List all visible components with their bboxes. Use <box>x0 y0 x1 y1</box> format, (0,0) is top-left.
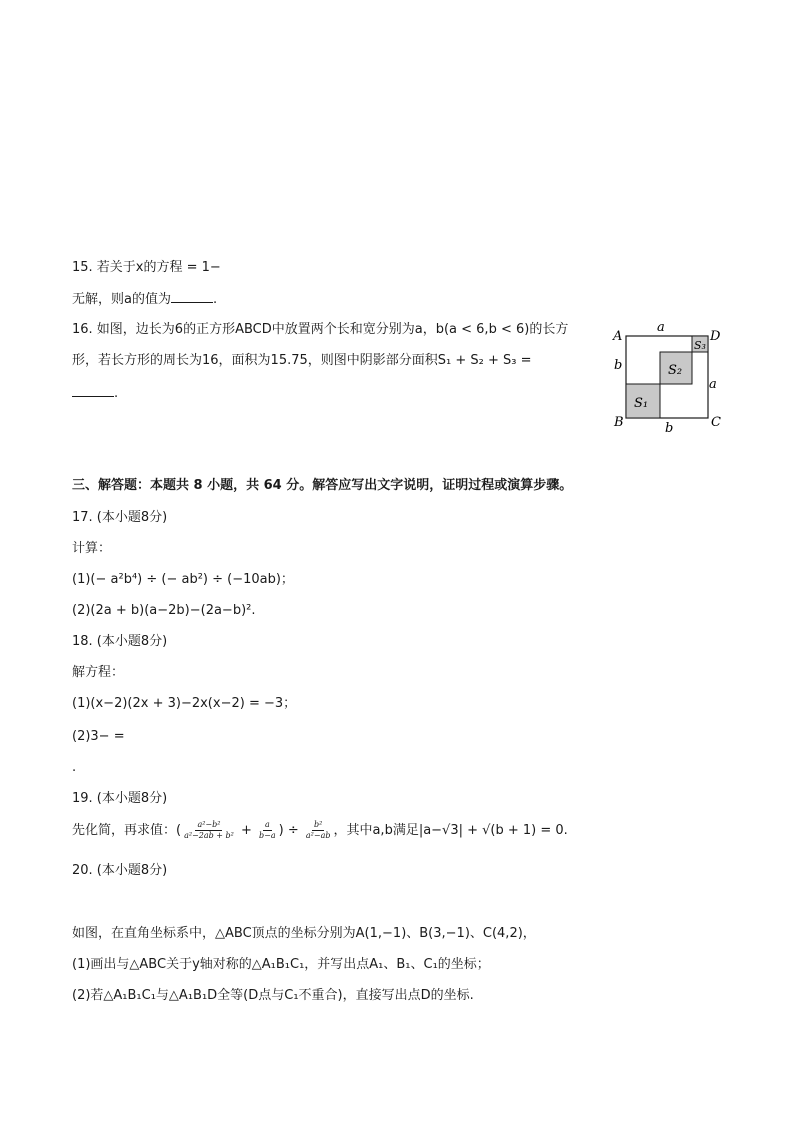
q17-part2: (2)(2a + b)(a−2b)−(2a−b)². <box>72 603 256 618</box>
label-C: C <box>711 415 721 430</box>
q17-part1: (1)(− a²b⁴) ÷ (− ab²) ÷ (−10ab)； <box>72 572 294 587</box>
label-a-right: a <box>709 377 717 392</box>
fraction-2: $\frac{a}{b-a}$ <box>259 820 276 840</box>
q20-header: 20. (本小题8分) <box>72 863 168 878</box>
q18-header: 18. (本小题8分) <box>72 634 168 649</box>
square-figure <box>608 318 728 434</box>
q20-line2: (1)画出与△ABC关于y轴对称的△A₁B₁C₁，并写出点A₁、B₁、C₁的坐标； <box>72 957 490 972</box>
label-A: A <box>613 329 623 344</box>
q18-part3: . <box>72 760 77 775</box>
answer-blank <box>171 290 213 303</box>
q18-part1: (1)(x−2)(2x + 3)−2x(x−2) = −3； <box>72 696 297 711</box>
label-a-top: a <box>657 320 665 335</box>
label-b-bottom: b <box>665 421 674 434</box>
q18-intro: 解方程： <box>72 665 125 680</box>
q15-line1: 15. 若关于x的方程 = 1− <box>72 260 221 275</box>
q18-part2: (2)3− = <box>72 729 125 744</box>
section-title: 三、解答题：本题共 8 小题，共 64 分。解答应写出文字说明，证明过程或演算步骤。 <box>72 478 573 493</box>
q17-header: 17. (本小题8分) <box>72 510 168 525</box>
fraction-1: $\frac{\text{a²−b²}}{\text{a²−2ab + b²}}$ <box>184 820 234 840</box>
q20-line1: 如图，在直角坐标系中，△ABC顶点的坐标分别为A(1,−1)、B(3,−1)、C(4,2)， <box>72 926 536 941</box>
answer-blank <box>72 384 114 397</box>
q16-line2: 形，若长方形的周长为16，面积为15.75，则图中阴影部分面积S₁ + S₂ + S₃ = <box>72 353 532 368</box>
q16-line1: 16. 如图，边长为6的正方形ABCD中放置两个长和宽分别为a，b(a < 6,b < 6)的长方 <box>72 322 569 337</box>
fraction-3: $\frac{\text{b²}}{\text{a²−ab}}$ <box>305 820 331 840</box>
label-D: D <box>710 329 721 344</box>
q20-line3: (2)若△A₁B₁C₁与△A₁B₁D全等(D点与C₁不重合)，直接写出点D的坐标. <box>72 988 474 1003</box>
label-S2: S₂ <box>668 363 683 378</box>
square-diagram <box>608 318 728 434</box>
label-S3: S₃ <box>694 339 706 352</box>
q19-body: 先化简，再求值：( $\frac{\text{a²−b²}}{\text{a²−2ab + b²}}$ + $\frac{a}{b-a}$ ) ÷ $\frac{\text{b²}}{\text{a²−ab}}$ ，其中a,b满足|a−√3| + √(b + 1) = 0. <box>72 820 568 840</box>
q19-header: 19. (本小题8分) <box>72 791 168 806</box>
label-B: B <box>614 415 624 430</box>
q16-line3: . <box>72 384 118 403</box>
label-b-left: b <box>614 358 623 373</box>
q15-line2: 无解，则a的值为 . <box>72 292 218 307</box>
q17-intro: 计算： <box>72 541 112 556</box>
label-S1: S₁ <box>634 396 649 411</box>
